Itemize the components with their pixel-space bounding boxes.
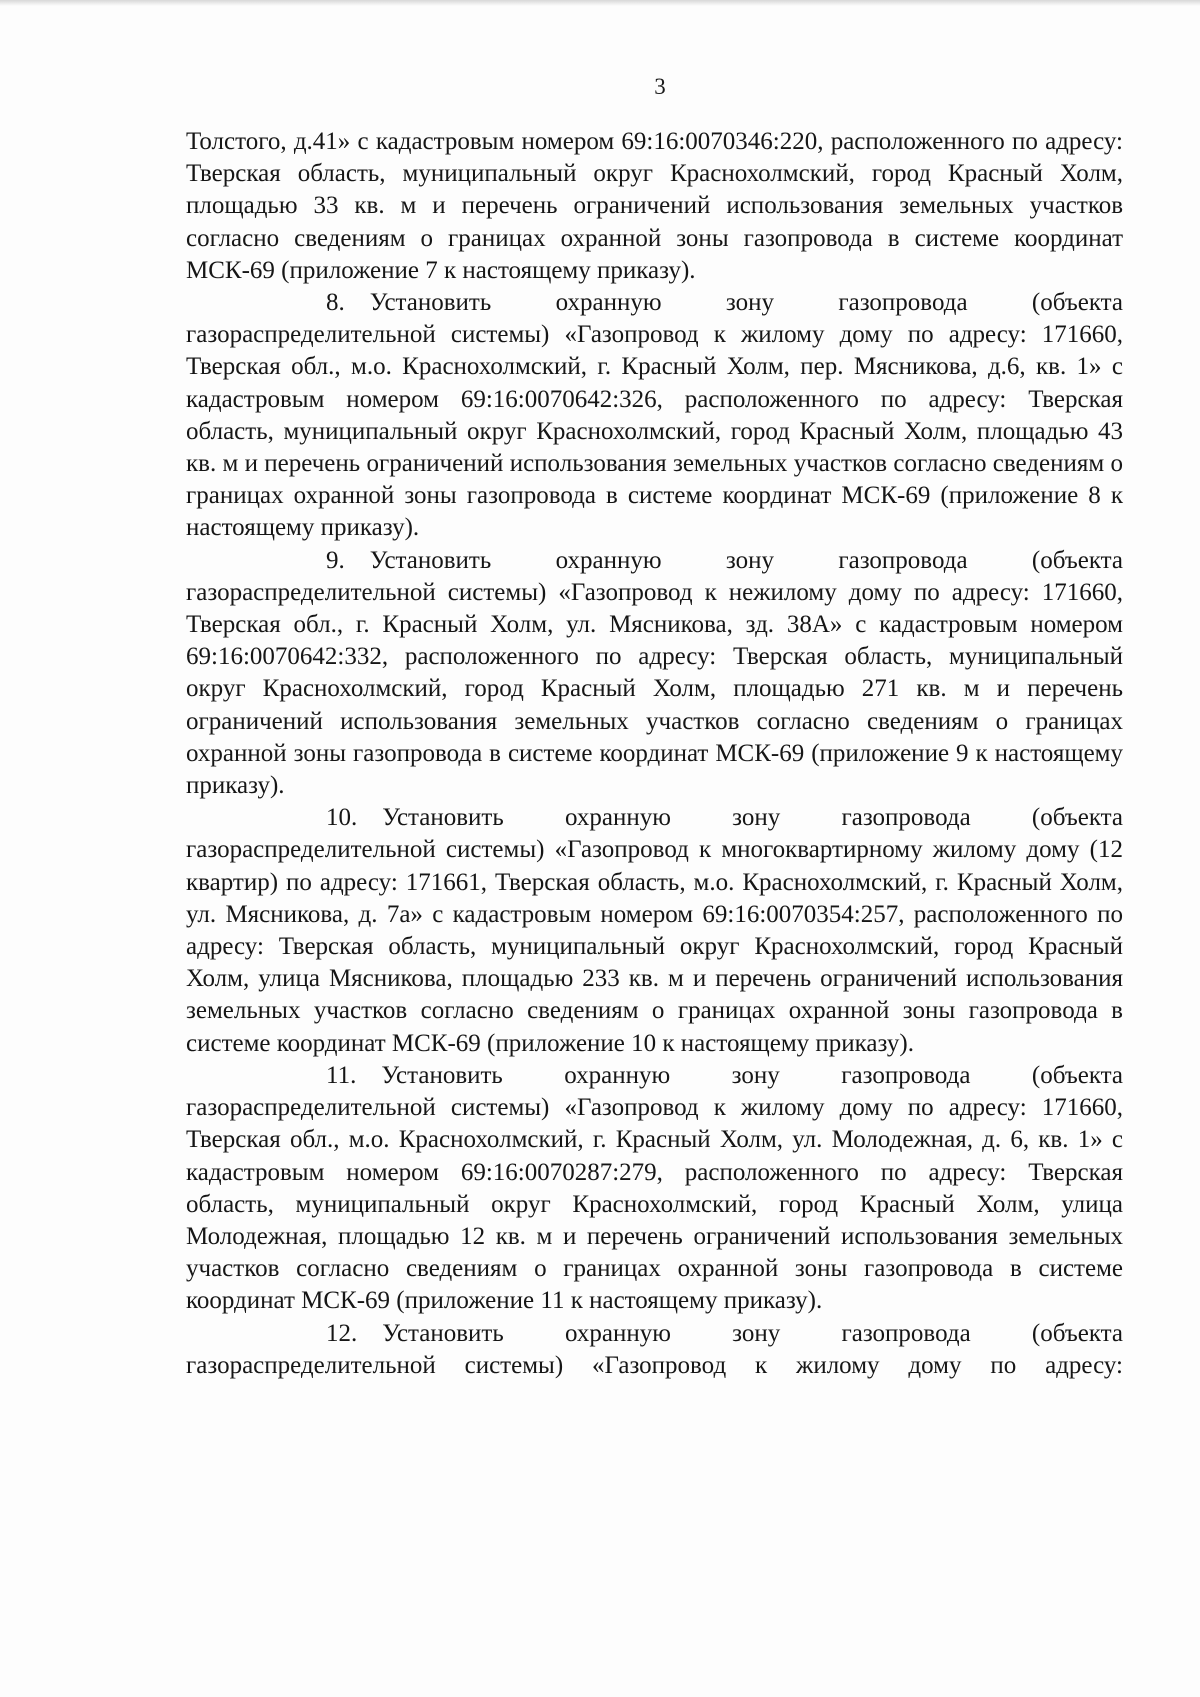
paragraph-12 <box>186 1318 1123 1382</box>
paragraph-text: Установить охранную зону газопровода (объекта газораспределительной системы) «Газопровод к жилому дому по адресу: <box>186 1319 1123 1379</box>
paragraph-10 <box>186 802 1123 1060</box>
paragraph-text: Толстого, д.41» с кадастровым номером 69:16:0070346:220, расположенного по адресу: Тверская область, муниципальный округ Краснохолмский, город Красный Холм, площадью 33 кв. м и перечень ограничений использования земельных участков согласно сведениям о границах охранной зоны газопровода в системе координат МСК-69 (приложение 7 к настоящему приказу). <box>186 128 1123 284</box>
paragraph-text: Установить охранную зону газопровода (объекта газораспределительной системы) «Газопровод к нежилому дому по адресу: 171660, Тверская обл., г. Красный Холм, ул. Мясникова, зд. 38А» с кадастровым номером 69:16:0070642:332, расположенного по адресу: Тверская область, муниципальный округ Краснохолмский, город Красный Холм, площадью 271 кв. м и перечень ограничений использования земельных участков согласно сведениям о границах охранной зоны газопровода в системе координат МСК-69 (приложение 9 к настоящему приказу). <box>186 546 1123 800</box>
paragraph-number: 9. <box>326 546 345 574</box>
paragraph-text: Установить охранную зону газопровода (объекта газораспределительной системы) «Газопровод к жилому дому по адресу: 171660, Тверская обл., м.о. Краснохолмский, г. Красный Холм, пер. Мясникова, д.6, кв. 1» с кадастровым номером 69:16:0070642:326, расположенного по адресу: Тверская область, муниципальный округ Краснохолмский, город Красный Холм, площадью 43 кв. м и перечень ограничений использования земельных участков согласно сведениям о границах охранной зоны газопровода в системе координат МСК-69 (приложение 8 к настоящему приказу). <box>186 289 1123 542</box>
paragraph-7-continuation <box>186 126 1123 287</box>
document-body <box>186 126 1123 1382</box>
paragraph-11 <box>186 1060 1123 1318</box>
paragraph-text: Установить охранную зону газопровода (объекта газораспределительной системы) «Газопровод к жилому дому по адресу: 171660, Тверская обл., м.о. Краснохолмский, г. Красный Холм, ул. Молодежная, д. 6, кв. 1» с кадастровым номером 69:16:0070287:279, расположенного по адресу: Тверская область, муниципальный округ Краснохолмский, город Красный Холм, улица Молодежная, площадью 12 кв. м и перечень ограничений использования земельных участков согласно сведениям о границах охранной зоны газопровода в системе координат МСК-69 (приложение 11 к настоящему приказу). <box>186 1061 1123 1315</box>
paragraph-number: 10. <box>326 804 358 832</box>
paragraph-number: 11. <box>326 1061 357 1089</box>
scan-top-edge <box>0 0 1200 6</box>
paragraph-9 <box>186 545 1123 803</box>
paragraph-8 <box>186 287 1123 545</box>
paragraph-text: Установить охранную зону газопровода (объекта газораспределительной системы) «Газопровод к многоквартирному жилому дому (12 квартир) по адресу: 171661, Тверская область, м.о. Краснохолмский, г. Красный Холм, ул. Мясникова, д. 7а» с кадастровым номером 69:16:0070354:257, расположенного по адресу: Тверская область, муниципальный округ Краснохолмский, город Красный Холм, улица Мясникова, площадью 233 кв. м и перечень ограничений использования земельных участков согласно сведениям о границах охранной зоны газопровода в системе координат МСК-69 (приложение 10 к настоящему приказу). <box>186 804 1123 1057</box>
paragraph-number: 8. <box>326 289 345 317</box>
page-number: 3 <box>654 74 666 99</box>
paragraph-number: 12. <box>326 1319 358 1347</box>
